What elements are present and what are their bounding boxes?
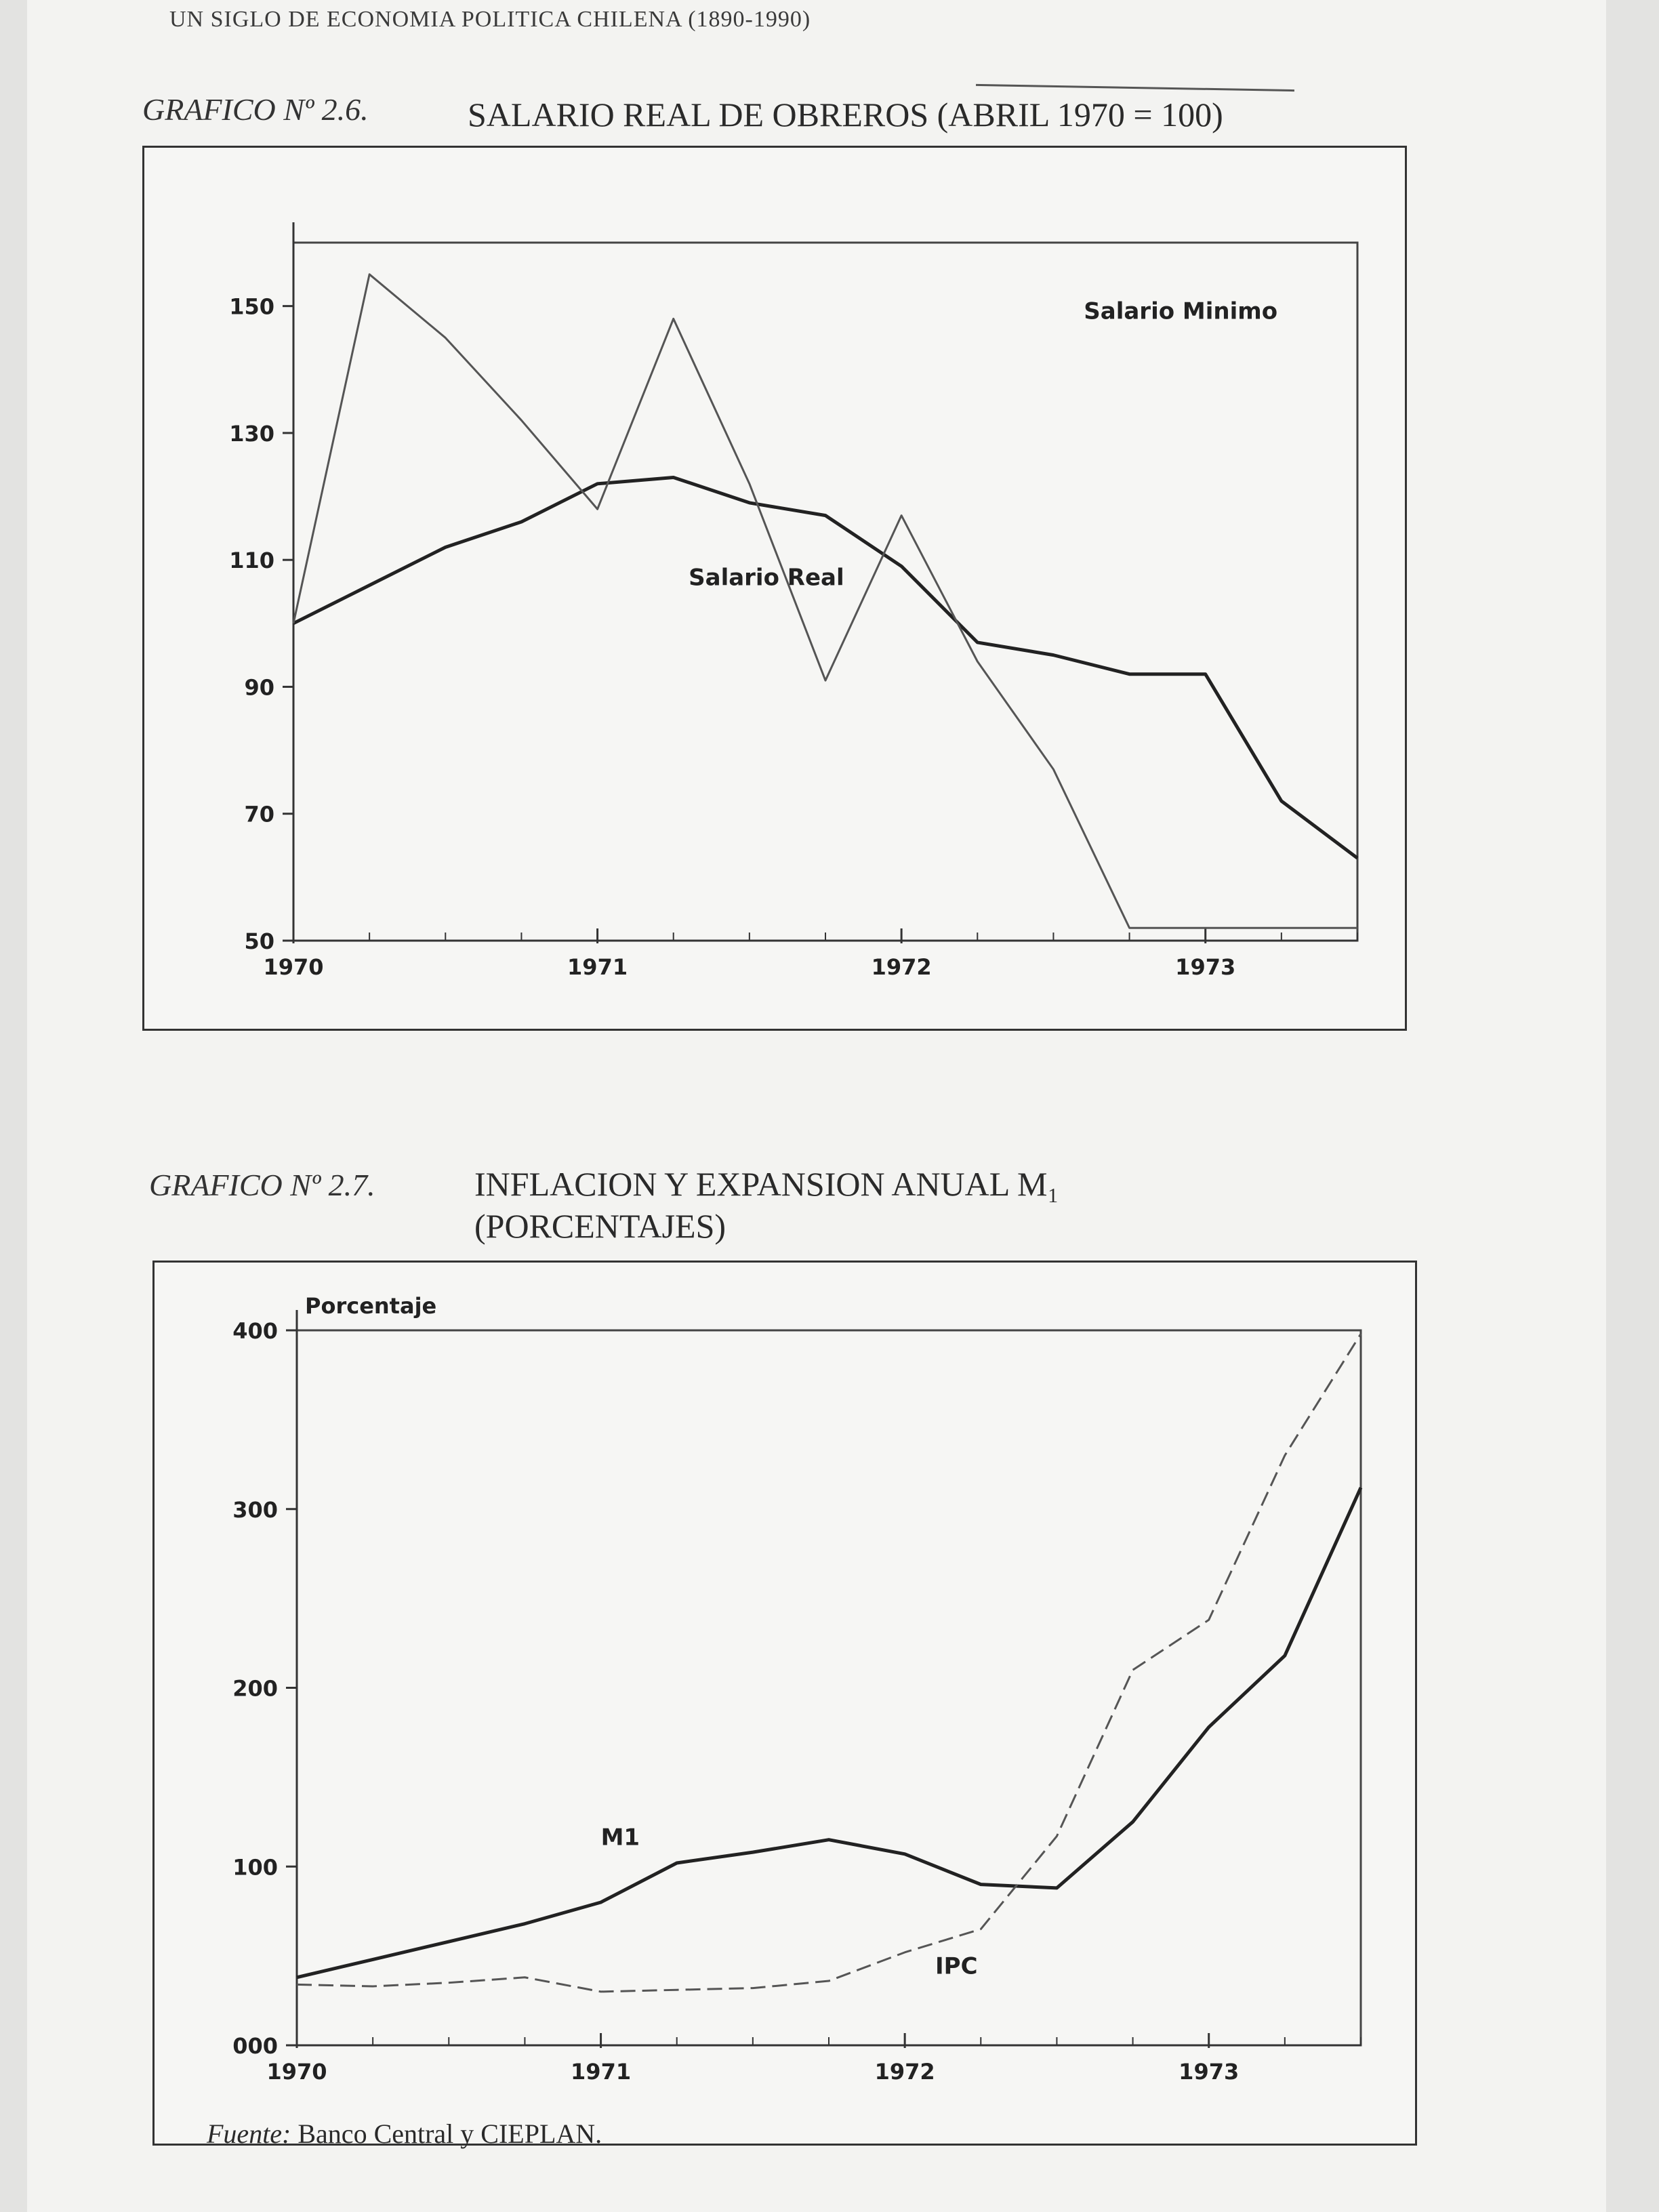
x-tick-label: 1970 <box>263 954 324 980</box>
y-tick-label: 200 <box>232 1675 278 1702</box>
chart1-frame <box>142 146 1407 1031</box>
x-tick-label: 1970 <box>266 2059 327 2085</box>
source-note <box>207 2118 602 2150</box>
series-line-m1 <box>297 1488 1361 1978</box>
y-tick-label: 000 <box>232 2033 278 2059</box>
x-tick-label: 1971 <box>567 954 628 980</box>
figure2-title: INFLACION Y EXPANSION ANUAL M₁ <box>474 1165 1059 1203</box>
chart1-svg <box>144 148 1405 1029</box>
x-tick-label: 1972 <box>871 954 932 980</box>
figure2-label: GRAFICO Nº 2.7. <box>149 1168 375 1202</box>
chart2-frame <box>152 1261 1417 2146</box>
source-text: Banco Central y CIEPLAN. <box>298 2118 602 2149</box>
y-tick-label: 110 <box>229 548 274 574</box>
y-tick-label: 150 <box>229 293 274 320</box>
series-line-salario-minimo <box>293 274 1357 928</box>
figure2-subtitle: (PORCENTAJES) <box>474 1207 726 1245</box>
y-tick-label: 400 <box>232 1318 278 1344</box>
y-axis-title: Porcentaje <box>305 1293 437 1319</box>
series-annotation: Salario Minimo <box>1084 298 1278 325</box>
x-tick-label: 1971 <box>571 2059 632 2085</box>
plot-area <box>297 1330 1361 2045</box>
series-line-salario-real <box>293 477 1357 858</box>
page <box>27 0 1606 2212</box>
chart2-svg <box>155 1263 1415 2144</box>
running-title: UN SIGLO DE ECONOMIA POLITICA CHILENA (1890-1990) <box>169 7 811 32</box>
y-tick-label: 130 <box>229 420 274 447</box>
figure1-label: GRAFICO Nº 2.6. <box>142 92 369 127</box>
figure1-title: SALARIO REAL DE OBREROS (ABRIL 1970 = 100) <box>468 96 1223 134</box>
y-tick-label: 90 <box>244 674 274 701</box>
series-line-ipc <box>297 1334 1361 1992</box>
header-rule <box>976 84 1294 91</box>
series-annotation: M1 <box>600 1824 640 1851</box>
x-tick-label: 1973 <box>1179 2059 1240 2085</box>
series-annotation: Salario Real <box>689 564 844 592</box>
y-tick-label: 300 <box>232 1496 278 1523</box>
series-annotation: IPC <box>935 1952 978 1980</box>
y-tick-label: 50 <box>244 928 274 954</box>
y-tick-label: 70 <box>244 801 274 827</box>
x-tick-label: 1973 <box>1175 954 1236 980</box>
source-label: Fuente: <box>207 2118 291 2149</box>
y-tick-label: 100 <box>232 1854 278 1881</box>
x-tick-label: 1972 <box>874 2059 935 2085</box>
